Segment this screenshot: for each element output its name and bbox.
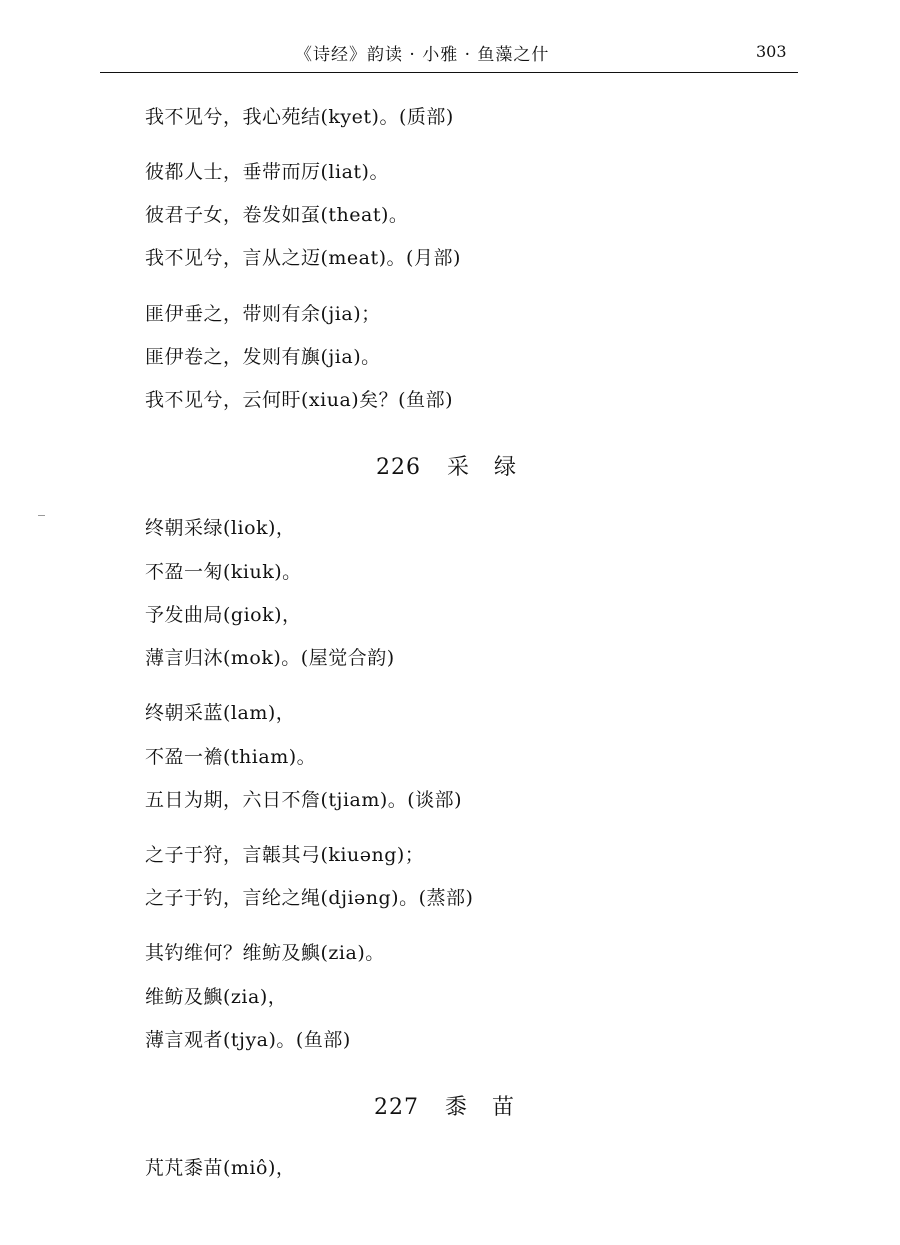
scan-mark: [38, 515, 45, 516]
verse-line: 芃芃黍苗(miô)，: [145, 1157, 296, 1179]
poem-number: 227: [374, 1095, 419, 1120]
verse-line: 终朝采绿(liok)，: [145, 517, 296, 539]
poem-heading: [376, 450, 517, 481]
poem-title-char: 黍: [445, 1095, 469, 1120]
verse-line: 之子于钓，言纶之绳(djiəng)。(蒸部): [145, 887, 474, 909]
verse-line: 我不见兮，云何盱(xiua)矣？(鱼部): [145, 389, 454, 411]
verse-line: 彼君子女，卷发如虿(theat)。: [145, 204, 409, 226]
verse-line: 其钓维何？维鲂及鱮(zia)。: [145, 942, 385, 964]
poem-title-char: 苗: [492, 1095, 516, 1120]
verse-line: 终朝采蓝(lam)，: [145, 702, 296, 724]
page-number: 303: [756, 42, 787, 61]
verse-line: 匪伊垂之，带则有余(jia)；: [145, 303, 381, 325]
verse-line: 维鲂及鱮(zia)，: [145, 986, 288, 1008]
poem-number: 226: [376, 455, 421, 480]
verse-line: 我不见兮，言从之迈(meat)。(月部): [145, 247, 461, 269]
verse-line: 匪伊卷之，发则有旟(jia)。: [145, 346, 381, 368]
verse-line: 彼都人士，垂带而厉(liat)。: [145, 161, 389, 183]
verse-line: 不盈一襜(thiam)。: [145, 746, 317, 768]
verse-line: 我不见兮，我心苑结(kyet)。(质部): [145, 106, 454, 128]
poem-heading: [374, 1090, 515, 1121]
verse-line: 薄言归沐(mok)。(屋觉合韵): [145, 647, 395, 669]
verse-line: 之子于狩，言韔其弓(kiuəng)；: [145, 844, 425, 866]
verse-line: 予发曲局(giok)，: [145, 604, 302, 626]
verse-line: 薄言观者(tjya)。(鱼部): [145, 1029, 351, 1051]
verse-line: 不盈一匊(kiuk)。: [145, 561, 302, 583]
poem-title-char: 采: [447, 455, 471, 480]
poem-title-char: 绿: [494, 455, 518, 480]
verse-line: 五日为期，六日不詹(tjiam)。(谈部): [145, 789, 463, 811]
running-title: 《诗经》韵读 · 小雅 · 鱼藻之什: [295, 45, 550, 65]
